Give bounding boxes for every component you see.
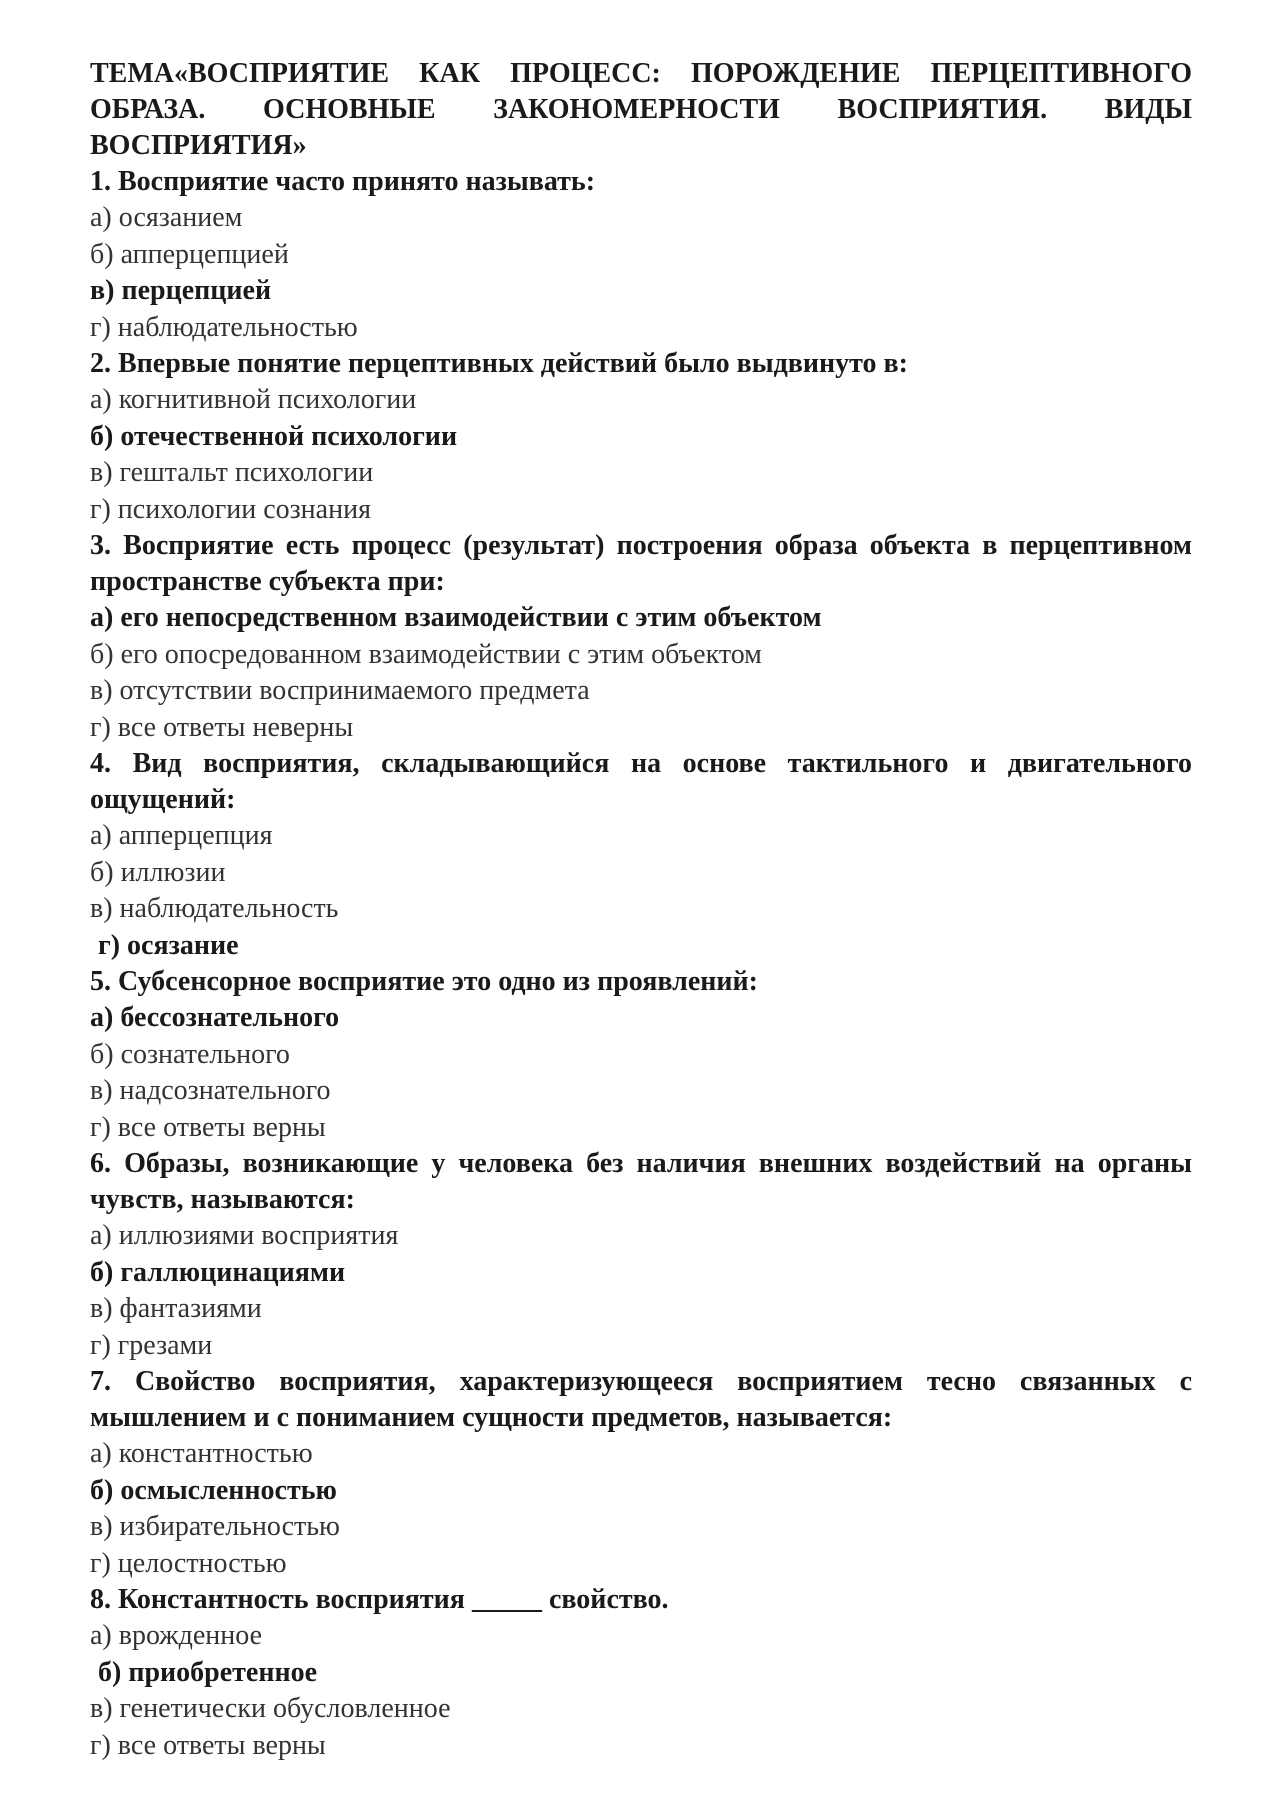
question-4 — [90, 746, 1192, 964]
question-7 — [90, 1364, 1192, 1582]
correct-answer-option: б) осмысленностью — [90, 1474, 337, 1506]
question-text: 4. Вид восприятия, складывающийся на основе тактильного и двигательного ощущений: — [90, 748, 1192, 815]
correct-answer-option: б) отечественной психологии — [90, 420, 458, 452]
answer-option: а) иллюзиями восприятия — [90, 1220, 399, 1251]
answer-option: г) все ответы неверны — [90, 711, 354, 743]
answer-option: в) отсутствии воспринимаемого предмета — [90, 675, 590, 706]
answer-option: б) иллюзии — [90, 856, 226, 888]
answer-option: в) наблюдательность — [90, 893, 339, 924]
correct-answer-option: б) галлюцинациями — [90, 1256, 346, 1288]
answer-option: в) гештальт психологии — [90, 457, 374, 488]
question-8 — [90, 1582, 1192, 1764]
document-page — [90, 56, 1192, 1764]
answer-option: г) наблюдательностью — [90, 311, 358, 343]
question-text: 6. Образы, возникающие у человека без наличия внешних воздействий на органы чувств, называются: — [90, 1148, 1192, 1215]
answer-option: г) все ответы верны — [90, 1729, 326, 1761]
correct-answer-option: а) бессознательного — [90, 1002, 340, 1033]
question-text: 1. Восприятие часто принято называть: — [90, 166, 596, 197]
question-1 — [90, 164, 1192, 346]
answer-option: в) надсознательного — [90, 1075, 331, 1106]
answer-option: б) его опосредованном взаимодействии с этим объектом — [90, 638, 762, 670]
question-text: 7. Свойство восприятия, характеризующееся восприятием тесно связанных с мышлением и с пониманием сущности предметов, называется: — [90, 1366, 1192, 1433]
answer-option: а) осязанием — [90, 202, 243, 233]
answer-option: б) апперцепцией — [90, 238, 289, 270]
correct-answer-option: г) осязание — [98, 929, 239, 961]
answer-option: в) фантазиями — [90, 1293, 262, 1324]
question-5 — [90, 964, 1192, 1146]
answer-option: в) генетически обусловленное — [90, 1693, 451, 1724]
correct-answer-option: а) его непосредственном взаимодействии с этим объектом — [90, 602, 822, 633]
question-2 — [90, 346, 1192, 528]
answer-option: а) апперцепция — [90, 820, 273, 851]
answer-option: в) избирательностью — [90, 1511, 340, 1542]
document-title: ТЕМА«ВОСПРИЯТИЕ КАК ПРОЦЕСС: ПОРОЖДЕНИЕ ПЕРЦЕПТИВНОГО ОБРАЗА. ОСНОВНЫЕ ЗАКОНОМЕРНОСТИ ВОСПРИЯТИЯ. ВИДЫ ВОСПРИЯТИЯ» — [90, 58, 1192, 161]
answer-option: а) когнитивной психологии — [90, 384, 417, 415]
answer-option: г) целостностью — [90, 1547, 287, 1579]
answer-option: г) все ответы верны — [90, 1111, 326, 1143]
answer-option: б) сознательного — [90, 1038, 290, 1070]
answer-option: а) константностью — [90, 1438, 313, 1469]
correct-answer-option: в) перцепцией — [90, 275, 272, 306]
question-6 — [90, 1146, 1192, 1364]
answer-option: а) врожденное — [90, 1620, 263, 1651]
answer-option: г) грезами — [90, 1329, 213, 1361]
question-text: 8. Константность восприятия _____ свойство. — [90, 1584, 669, 1615]
question-3 — [90, 528, 1192, 746]
correct-answer-option: б) приобретенное — [98, 1656, 318, 1688]
question-text: 3. Восприятие есть процесс (результат) построения образа объекта в перцептивном пространстве субъекта при: — [90, 530, 1192, 597]
answer-option: г) психологии сознания — [90, 493, 371, 525]
question-text: 2. Впервые понятие перцептивных действий было выдвинуто в: — [90, 348, 909, 379]
question-text: 5. Субсенсорное восприятие это одно из проявлений: — [90, 966, 758, 997]
